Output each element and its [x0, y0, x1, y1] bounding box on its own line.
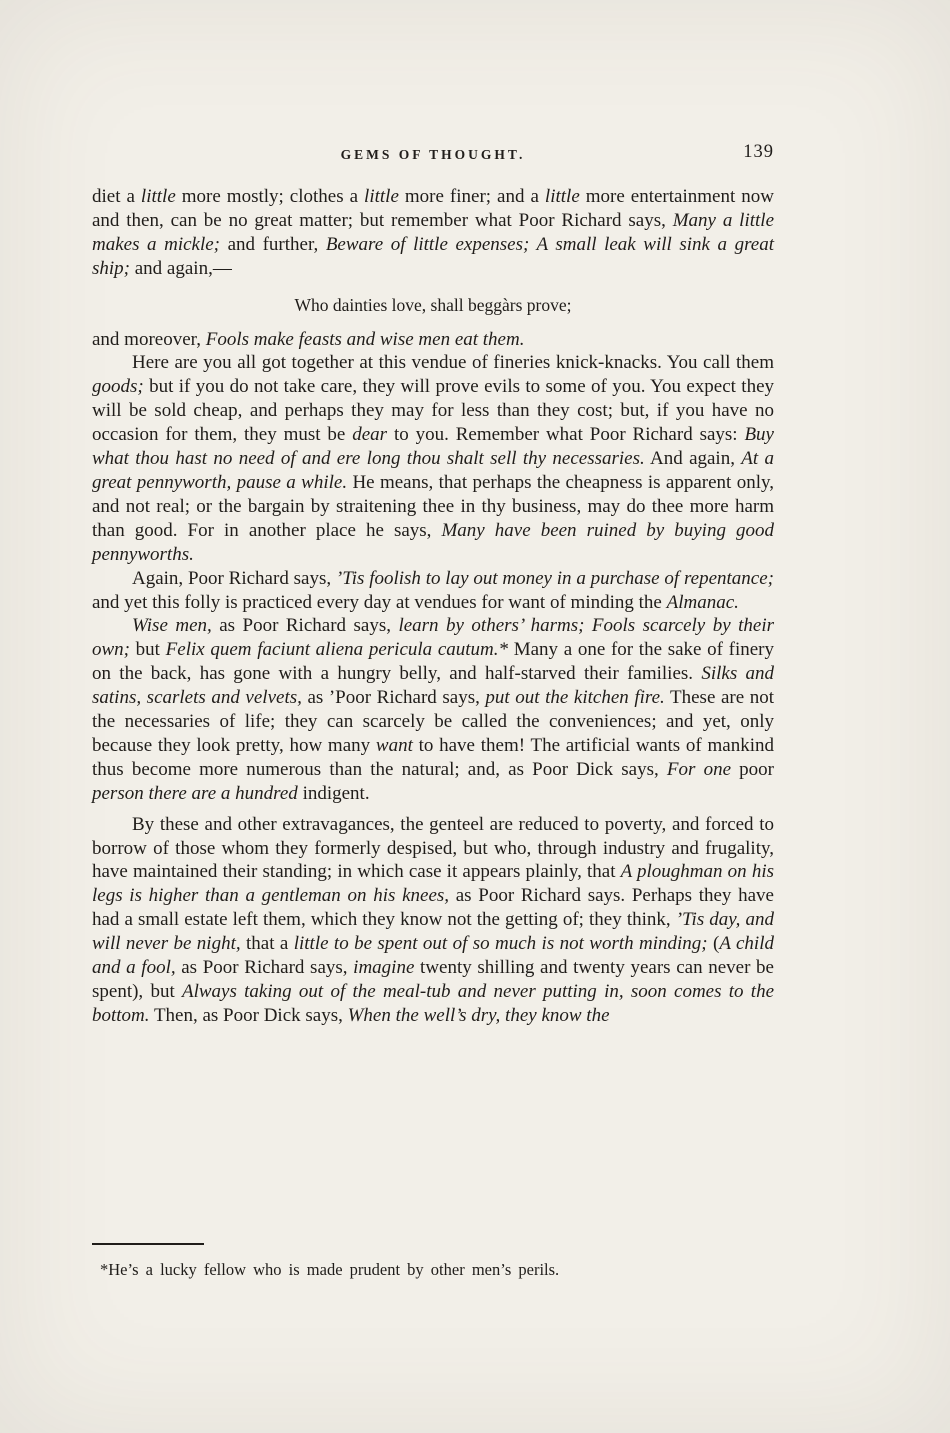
italic-text: Beware of little expenses; A small leak will sink a great ship;	[92, 233, 774, 279]
italic-text: Wise men,	[132, 615, 212, 637]
italic-text: Felix quem faciunt aliena pericula cautum.*	[165, 639, 509, 661]
page-number: 139	[743, 142, 774, 162]
italic-text: ’Tis day, and will never be night,	[92, 909, 775, 955]
roman-text: but if you do not take care, they will prove evils to some of you. You expect they will be sold cheap, and perhaps they may for less than they cost; but, if you have no occasion for them, they must be	[92, 376, 774, 446]
roman-text: more entertainment now and then, can be no great matter; but remember what Poor Richard says,	[92, 186, 774, 231]
italic-text: Fools make feasts and wise men eat them.	[205, 328, 525, 350]
paragraph	[92, 614, 774, 805]
italic-text: Many have been ruined by buying good pennyworths.	[92, 519, 774, 565]
paragraph	[92, 813, 774, 1028]
roman-text: to have them! The artificial wants of mankind thus become more numerous than the natural; and, as Poor Dick says,	[92, 734, 774, 780]
roman-text: diet a	[92, 186, 141, 207]
roman-text: Many a one for the sake of finery on the back, has gone with a hungry belly, and half-starved their families.	[92, 639, 775, 685]
roman-text: twenty shilling and twenty years can never be spent), but	[92, 957, 774, 1002]
roman-text: as Poor Richard says,	[211, 615, 399, 637]
paragraph	[92, 567, 774, 615]
italic-text: goods;	[92, 376, 144, 398]
roman-text: that a	[240, 933, 294, 955]
italic-text: Always taking out of the meal-tub and never putting in, soon comes to the bottom.	[92, 981, 775, 1026]
footnote-section	[92, 1243, 774, 1280]
page-header	[92, 142, 774, 173]
roman-text: as Poor Richard says,	[175, 957, 354, 979]
roman-text: Again, Poor Richard says,	[132, 567, 336, 589]
italic-text: little to be spent out of so much is not worth minding;	[293, 933, 708, 955]
roman-text: and further,	[220, 233, 326, 255]
roman-text: poor	[731, 758, 774, 780]
italic-text: A ploughman on his legs is higher than a gentleman on his knees,	[92, 861, 774, 907]
roman-text: more mostly; clothes a	[175, 186, 365, 207]
italic-text: A child and a fool,	[92, 933, 774, 979]
italic-text: ’Tis foolish to lay out money in a purchase of repentance;	[335, 567, 774, 589]
footnote-rule	[92, 1243, 204, 1245]
italic-text: When the well’s dry, they know the	[347, 1004, 610, 1026]
verse-line	[92, 294, 774, 318]
italic-text: Many a little makes a mickle;	[92, 209, 774, 255]
paragraph	[92, 351, 774, 566]
roman-text: more finer; and a	[398, 186, 545, 207]
italic-text: person there are a hundred	[92, 782, 298, 804]
roman-text: And again,	[644, 448, 742, 470]
roman-text: but	[130, 639, 166, 661]
roman-text: By these and other extravagances, the genteel are reduced to poverty, and forced to borrow of those whom they formerly despised, but who, through industry and frugality, have maintained their standing; in which case it appears plainly, that	[92, 813, 774, 883]
italic-text: want	[375, 734, 413, 756]
roman-text: and again,—	[130, 257, 232, 279]
roman-text: (	[707, 933, 720, 955]
roman-text: to you. Remember what Poor Richard says:	[387, 424, 745, 446]
roman-text: These are not the necessaries of life; they can scarcely be called the conveniences; and yet, only because they look pretty, how many	[92, 687, 775, 756]
italic-text: Buy what thou hast no need of and ere long thou shalt sell thy necessaries.	[92, 424, 774, 470]
roman-text: indigent.	[297, 782, 370, 804]
italic-text: At a great pennyworth, pause a while.	[92, 448, 775, 493]
italic-text: little	[140, 186, 176, 207]
paragraph	[92, 185, 774, 281]
roman-text: Then, as Poor Dick says,	[149, 1004, 348, 1026]
italic-text: learn by others’ harms; Fools scarcely by their own;	[92, 615, 774, 661]
italic-text: put out the kitchen fire.	[485, 687, 665, 709]
roman-text: Who dainties love, shall beggàrs prove;	[294, 294, 572, 315]
italic-text: little	[544, 186, 580, 207]
roman-text: and yet this folly is practiced every day at vendues for want of minding the	[92, 591, 667, 613]
italic-text: Almanac.	[666, 591, 739, 613]
paragraph	[92, 328, 774, 352]
text-block	[92, 185, 774, 1028]
italic-text: For one	[666, 758, 731, 780]
roman-text: and moreover,	[92, 328, 206, 350]
footnote-text: *He’s a lucky fellow who is made prudent by other men’s perils.	[100, 1260, 560, 1279]
roman-text: as Poor Richard says. Perhaps they have had a small estate left them, which they know not the getting of; they think,	[92, 885, 774, 931]
roman-text: He means, that perhaps the cheapness is apparent only, and not real; or the bargain by straitening thee in thy business, may do thee more harm than good. For in another place he says,	[92, 471, 774, 541]
italic-text: Silks and satins, scarlets and velvets,	[92, 663, 775, 709]
roman-text: as ’Poor Richard says,	[301, 687, 486, 709]
running-title: GEMS OF THOUGHT.	[340, 147, 526, 162]
italic-text: little	[364, 186, 399, 207]
italic-text: dear	[352, 424, 388, 446]
italic-text: imagine	[353, 957, 415, 979]
roman-text: Here are you all got together at this vendue of fineries knick-knacks. You call them	[132, 352, 774, 374]
